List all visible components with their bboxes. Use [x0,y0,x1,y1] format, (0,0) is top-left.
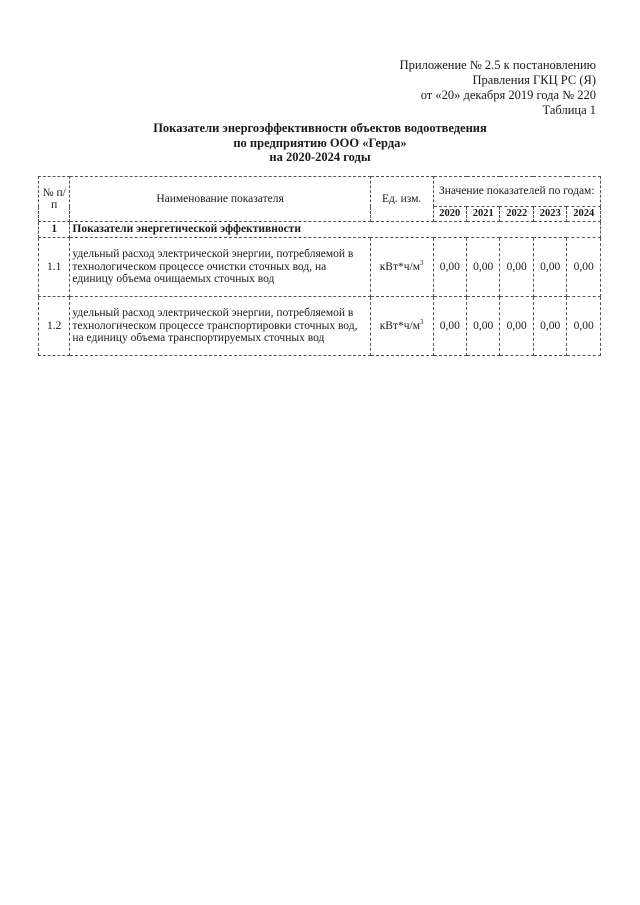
row-value: 0,00 [533,238,566,297]
header-values: Значение показателей по годам: [433,177,600,207]
header-num: № п/п [39,177,70,222]
table-number-line: Таблица 1 [542,103,596,117]
row-value: 0,00 [533,297,566,356]
row-name: удельный расход электрической энергии, потребляемой в технологическом процессе очистки сточных вод, на единицу объема очищаемых сточных вод [70,238,370,297]
row-value: 0,00 [467,297,500,356]
header-year: 2022 [500,207,533,222]
appendix-line: Приложение № 2.5 к постановлению [399,58,596,72]
row-unit: $кВт*ч/м^3$ [370,297,433,356]
table-row [39,238,601,297]
row-name: удельный расход электрической энергии, потребляемой в технологическом процессе транспортировки сточных вод, на единицу объема транспортируемых сточных вод [70,297,370,356]
decree-date-line: от «20» декабря 2019 года № 220 [420,88,596,102]
document-title [0,121,640,165]
section-row [39,222,601,238]
row-value: 0,00 [567,297,601,356]
title-line-2: по предприятию ООО «Герда» [233,135,407,150]
table-row [39,297,601,356]
title-line-1: Показатели энергоэффективности объектов водоотведения [153,121,487,135]
row-num: 1.1 [39,238,70,297]
row-unit: $кВт*ч/м^3$ [370,238,433,297]
section-label: Показатели энергетической эффективности [70,222,601,238]
row-num: 1.2 [39,297,70,356]
header-year: 2024 [567,207,601,222]
header-year: 2023 [533,207,566,222]
header-year: 2020 [433,207,466,222]
section-num: 1 [39,222,70,238]
title-line-3: на 2020-2024 годы [269,150,371,164]
authority-line: Правления ГКЦ РС (Я) [472,73,596,87]
header-unit: Ед. изм. [370,177,433,222]
row-value: 0,00 [433,238,466,297]
row-value: 0,00 [567,238,601,297]
row-value: 0,00 [500,238,533,297]
document-header [400,58,596,118]
header-year: 2021 [467,207,500,222]
efficiency-table [38,176,601,356]
table-header-row [39,177,601,207]
row-value: 0,00 [433,297,466,356]
row-value: 0,00 [467,238,500,297]
header-name: Наименование показателя [70,177,370,222]
row-value: 0,00 [500,297,533,356]
